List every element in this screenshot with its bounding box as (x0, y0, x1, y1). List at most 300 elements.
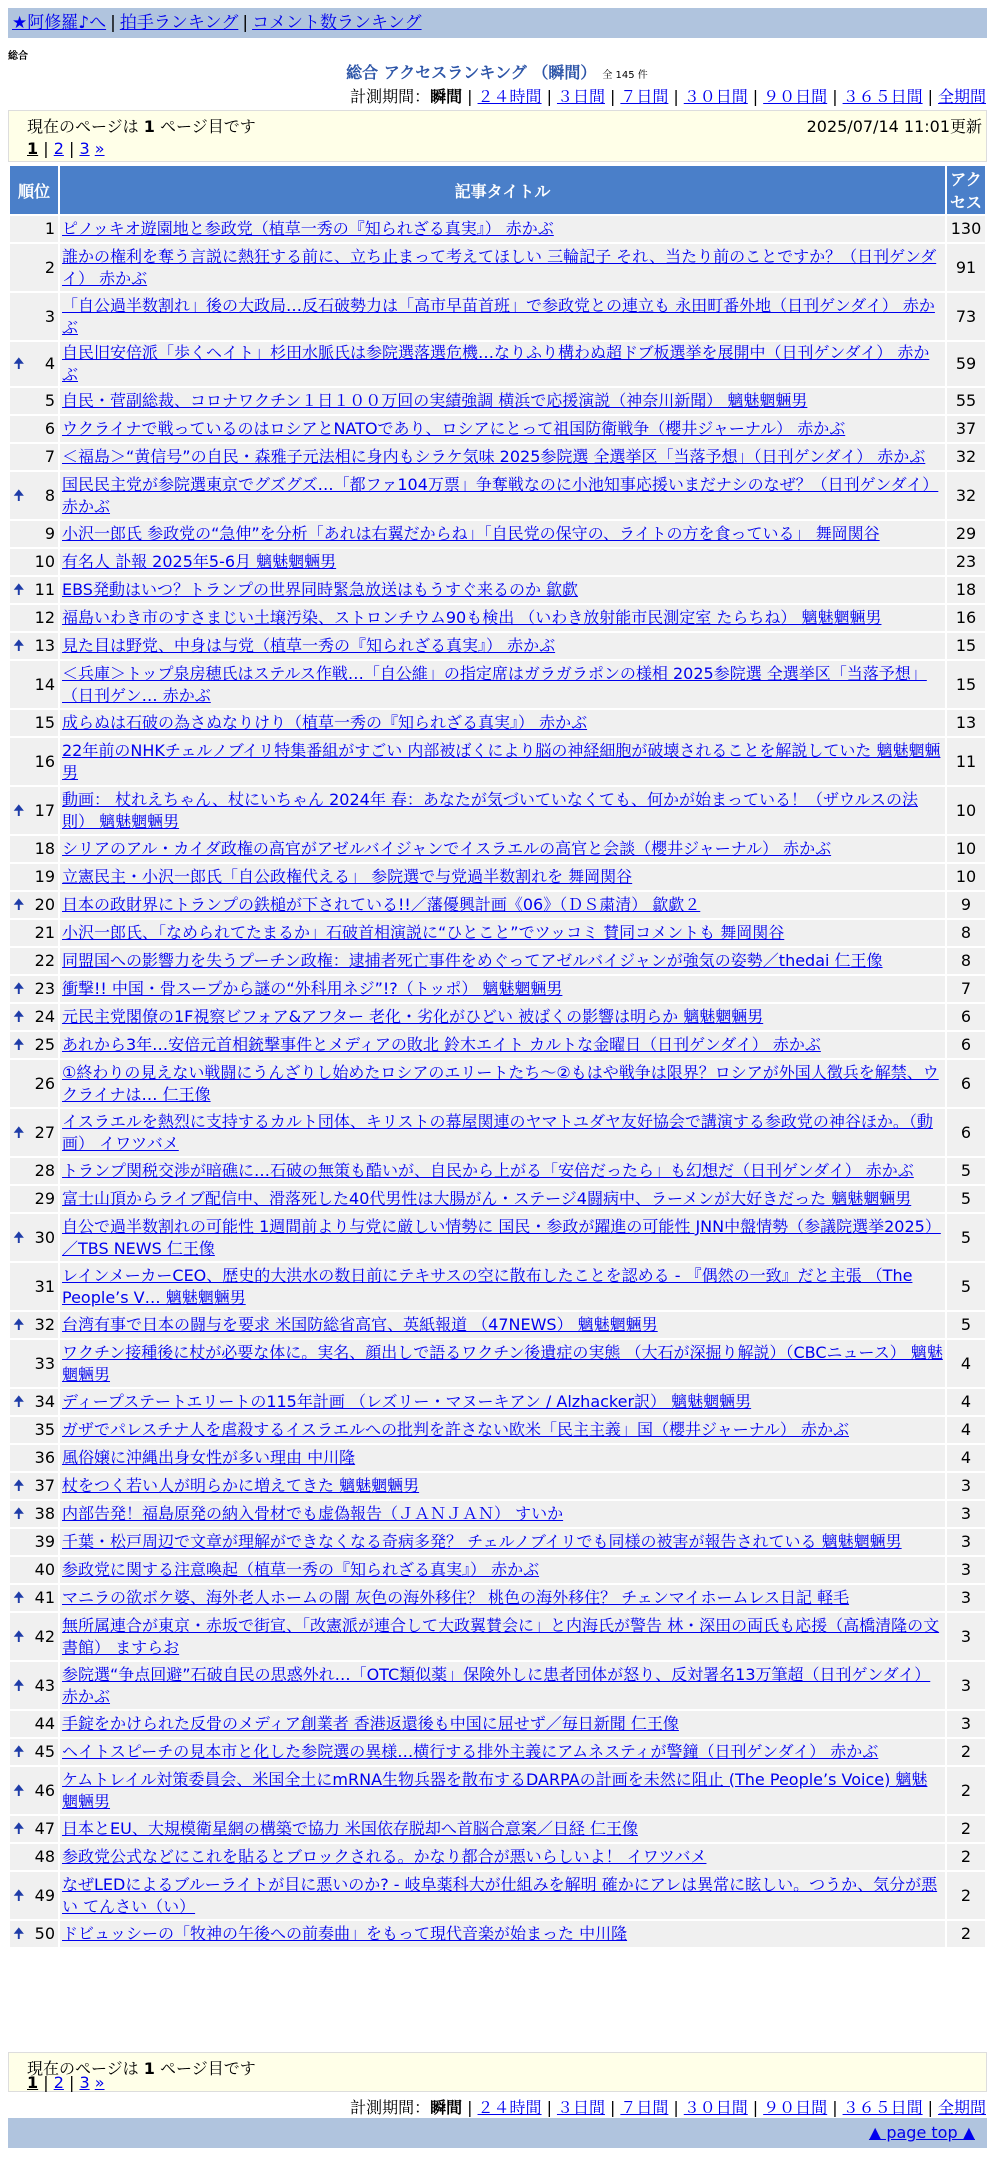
table-row (10, 472, 985, 519)
article-link[interactable]: 誰かの権利を奪う言説に熱狂する前に、立ち止まって考えてほしい 三輪記子 それ、当たり前のことですか？（日刊ゲンダイ） 赤かぶ (62, 246, 937, 288)
rank-up-icon: 🠉 (13, 1744, 25, 1760)
rank-up-icon: 🠉 (13, 1394, 25, 1410)
rank-cell (10, 1921, 58, 1947)
article-link[interactable]: 自民・菅副総裁、コロナワクチン１日１００万回の実績強調 横浜で応援演説（神奈川新聞） 魑魅魍魎男 (62, 391, 808, 410)
access-count: 3 (947, 1711, 985, 1737)
access-count: 3 (947, 1473, 985, 1499)
rank-number: 45 (34, 1742, 55, 1761)
table-row (10, 864, 985, 890)
table-row (10, 710, 985, 736)
access-count: 6 (947, 1109, 985, 1156)
article-link[interactable]: 日本の政財界にトランプの鉄槌が下されている!!／藩優興計画《06》（ＤＳ粛清） 歙歔２ (62, 895, 701, 914)
title-cell (60, 1060, 945, 1107)
table-row (10, 633, 985, 659)
rank-up-icon: 🠉 (13, 1677, 25, 1694)
rank-number: 47 (34, 1819, 55, 1838)
current-page: 1 (27, 139, 39, 158)
rank-cell (10, 710, 58, 736)
title-cell (60, 892, 945, 918)
access-count: 73 (947, 293, 985, 340)
access-count: 6 (947, 1032, 985, 1058)
title-cell (60, 388, 945, 414)
period-link[interactable]: ３日間 (556, 2098, 605, 2117)
period-separator: | (609, 87, 616, 106)
access-count: 2 (947, 1739, 985, 1765)
rank-number: 27 (34, 1122, 55, 1142)
access-count: 32 (947, 444, 985, 470)
table-row (10, 1711, 985, 1737)
title-cell (60, 1767, 945, 1814)
rank-number: 1 (44, 219, 55, 238)
title-cell (60, 836, 945, 862)
title-cell (60, 342, 945, 386)
title-cell (60, 1417, 945, 1443)
access-count: 10 (947, 787, 985, 834)
access-count: 15 (947, 661, 985, 708)
rank-cell (10, 1739, 58, 1765)
page-link[interactable]: 2 (53, 139, 64, 158)
access-count: 3 (947, 1557, 985, 1583)
rank-number: 16 (34, 751, 55, 771)
article-link[interactable]: ヘイトスピーチの見本市と化した参院選の異様…横行する排外主義にアムネスティが警鐘（日刊ゲンダイ） 赤かぶ (62, 1742, 879, 1761)
article-link[interactable]: 手錠をかけられた反骨のメディア創業者 香港返還後も中国に屈せず／毎日新聞 仁王像 (62, 1714, 679, 1733)
rank-number: 50 (34, 1924, 55, 1943)
period-separator: | (673, 2098, 679, 2117)
title-cell (60, 577, 945, 603)
rank-cell (10, 472, 58, 519)
title-cell (60, 1473, 945, 1499)
title-cell (60, 244, 945, 291)
rank-number: 26 (34, 1073, 55, 1093)
title-cell (60, 1109, 945, 1156)
table-row (10, 1186, 985, 1212)
table-row (10, 1767, 985, 1814)
rank-number: 30 (34, 1227, 55, 1247)
page-link[interactable]: 2 (53, 2073, 64, 2092)
access-count: 4 (947, 1445, 985, 1471)
title-cell (60, 1529, 945, 1555)
rank-number: 22 (34, 951, 55, 970)
table-row (10, 1739, 985, 1765)
title-cell (60, 1004, 945, 1030)
title-cell (60, 1389, 945, 1415)
period-separator: | (752, 2098, 759, 2117)
rank-number: 39 (34, 1532, 55, 1551)
article-link[interactable]: 見た目は野党、中身は与党（植草一秀の『知られざる真実』） 赤かぶ (62, 636, 556, 655)
article-link[interactable]: 参院選“争点回避”石破自民の思惑外れ…「OTC類似薬」保険外しに患者団体が怒り、反対署名13万筆超（日刊ゲンダイ） 赤かぶ (62, 1664, 931, 1706)
table-row (10, 1158, 985, 1184)
table-row (10, 1417, 985, 1443)
next-page-link[interactable]: » (94, 2073, 105, 2092)
ranking-table (8, 164, 987, 1949)
period-selector-bottom (350, 2095, 986, 2118)
title-cell (60, 710, 945, 736)
rank-up-icon: 🠉 (13, 487, 25, 504)
table-row (10, 1004, 985, 1030)
rank-cell (10, 1473, 58, 1499)
title-cell (60, 1816, 945, 1842)
table-row (10, 948, 985, 974)
rank-up-icon: 🠉 (13, 1124, 25, 1141)
article-link[interactable]: 動画： 杖れえちゃん、杖にいちゃん 2024年 春：あなたが気づいていなくても、何かが始まっている！（ザウルスの法則） 魑魅魍魎男 (62, 789, 918, 831)
rank-cell (10, 836, 58, 862)
home-link[interactable]: ★阿修羅♪へ (12, 13, 107, 33)
table-row (10, 1473, 985, 1499)
access-count: 10 (947, 836, 985, 862)
rank-number: 2 (44, 257, 55, 277)
period-selector-top (350, 84, 986, 107)
table-row (10, 1501, 985, 1527)
rank-cell (10, 864, 58, 890)
article-link[interactable]: ①終わりの見えない戦闘にうんざりし始めたロシアのエリートたち〜②もはや戦争は限界？ロシアが外国人徴兵を解禁、ウクライナは… 仁王像 (62, 1062, 939, 1104)
access-count: 13 (947, 710, 985, 736)
access-count: 2 (947, 1844, 985, 1870)
title-cell (60, 605, 945, 631)
access-count: 3 (947, 1501, 985, 1527)
rank-up-icon: 🠉 (13, 1317, 25, 1333)
article-link[interactable]: マニラの欲ボケ婆、海外老人ホームの闇 灰色の海外移住？ 桃色の海外移住？ チェンマイホームレス日記 軽毛 (62, 1588, 850, 1607)
table-row (10, 1032, 985, 1058)
access-count: 5 (947, 1312, 985, 1338)
article-link[interactable]: 参政党に関する注意喚起（植草一秀の『知られざる真実』） 赤かぶ (62, 1560, 540, 1579)
rank-number: 34 (34, 1392, 55, 1411)
table-row (10, 920, 985, 946)
period-link[interactable]: ３日間 (556, 87, 605, 106)
rank-up-icon: 🠉 (13, 1887, 25, 1904)
article-link[interactable]: 衝撃!! 中国・骨スープから謎の“外科用ネジ”!?（トッポ） 魑魅魍魎男 (62, 979, 563, 998)
article-link[interactable]: 同盟国への影響力を失うプーチン政権：逮捕者死亡事件をめぐってアゼルバイジャンが強気の姿勢／thedai 仁王像 (62, 951, 883, 970)
access-count: 6 (947, 1004, 985, 1030)
rank-cell (10, 521, 58, 547)
rank-number: 40 (34, 1560, 55, 1579)
rank-number: 8 (44, 485, 55, 505)
page-top-link[interactable]: ▲ page top ▲ (868, 2123, 975, 2142)
table-row (10, 1109, 985, 1156)
rank-cell (10, 1004, 58, 1030)
rank-up-icon: 🠉 (13, 1229, 25, 1246)
article-link[interactable]: 福島いわき市のすさまじい土壌汚染、ストロンチウム90も検出 （いわき放射能市民測定室 たらちね） 魑魅魍魎男 (62, 608, 882, 627)
article-link[interactable]: トランプ関税交渉が暗礁に…石破の無策も酷いが、自民から上がる「安倍だったら」も幻想だ（日刊ゲンダイ） 赤かぶ (62, 1161, 914, 1180)
table-row (10, 444, 985, 470)
title-cell (60, 864, 945, 890)
rank-number: 21 (34, 923, 55, 942)
article-link[interactable]: 富士山頂からライブ配信中、滑落死した40代男性は大腸がん・ステージ4闘病中、ラーメンが大好きだった 魑魅魍魎男 (62, 1189, 912, 1208)
period-link[interactable]: ３０日間 (683, 87, 748, 106)
category-label: 総合 (8, 51, 28, 62)
clap-ranking-link[interactable]: 拍手ランキング (119, 13, 239, 33)
rank-up-icon: 🠉 (13, 1037, 25, 1053)
article-link[interactable]: ウクライナで戦っているのはロシアとNATOであり、ロシアにとって祖国防衛戦争（櫻井ジャーナル） 赤かぶ (62, 419, 846, 438)
period-separator: | (927, 87, 933, 106)
access-count: 2 (947, 1767, 985, 1814)
article-link[interactable]: 成らぬは石破の為さぬなりけり（植草一秀の『知られざる真実』） 赤かぶ (62, 713, 588, 732)
page-link[interactable]: 3 (79, 139, 90, 158)
table-row (10, 892, 985, 918)
pager-top (8, 110, 987, 162)
access-count: 16 (947, 605, 985, 631)
rank-cell (10, 920, 58, 946)
rank-up-icon: 🠉 (13, 1009, 25, 1025)
article-link[interactable]: ケムトレイル対策委員会、米国全土にmRNA生物兵器を散布するDARPAの計画を未然に阻止 (The People’s Voice) 魑魅魍魎男 (62, 1769, 928, 1811)
rank-number: 32 (34, 1315, 55, 1334)
title-cell (60, 633, 945, 659)
access-count: 4 (947, 1389, 985, 1415)
rank-number: 13 (34, 636, 55, 655)
rank-number: 3 (44, 306, 55, 326)
article-link[interactable]: 立憲民主・小沢一郎氏「自公政権代える」 参院選で与党過半数割れを 舞岡関谷 (62, 867, 633, 886)
rank-cell (10, 892, 58, 918)
table-row (10, 976, 985, 1002)
title-cell (60, 1662, 945, 1709)
top-navigation-bar (8, 8, 987, 38)
period-separator: | (609, 2098, 616, 2117)
access-count: 11 (947, 738, 985, 785)
article-link[interactable]: ＜福島＞“黄信号”の自民・森雅子元法相に身内もシラケ気味 2025参院選 全選挙区「当落予想」（日刊ゲンダイ） 赤かぶ (62, 447, 926, 466)
article-link[interactable]: EBS発動はいつ？トランプの世界同時緊急放送はもうすぐ来るのか 歙歔 (62, 580, 579, 599)
page-title (0, 60, 994, 83)
rank-cell (10, 1060, 58, 1107)
article-link[interactable]: 風俗嬢に沖縄出身女性が多い理由 中川隆 (62, 1448, 356, 1467)
title-cell (60, 216, 945, 242)
access-count: 3 (947, 1585, 985, 1611)
period-label: 計測期間： (350, 87, 431, 106)
rank-up-icon: 🠉 (13, 1782, 25, 1799)
access-count: 29 (947, 521, 985, 547)
rank-number: 28 (34, 1161, 55, 1180)
table-row (10, 521, 985, 547)
table-row (10, 1585, 985, 1611)
title-cell (60, 444, 945, 470)
article-link[interactable]: レインメーカーCEO、歴史的大洪水の数日前にテキサスの空に散布したことを認める - 『偶然の一致』だと主張 （The People’s V… 魑魅魍魎男 (62, 1265, 913, 1307)
article-link[interactable]: 有名人 訃報 2025年5-6月 魑魅魍魎男 (62, 552, 337, 571)
page-links: 1 | 2 | 3 » (27, 139, 105, 158)
access-count: 2 (947, 1816, 985, 1842)
rank-number: 38 (34, 1504, 55, 1523)
rank-cell (10, 388, 58, 414)
rank-number: 23 (34, 979, 55, 998)
table-row (10, 577, 985, 603)
access-count: 8 (947, 920, 985, 946)
rank-cell (10, 1263, 58, 1310)
title-cell (60, 1739, 945, 1765)
period-link[interactable]: ７日間 (620, 87, 669, 106)
access-count: 5 (947, 1158, 985, 1184)
article-link[interactable]: あれから3年…安倍元首相銃撃事件とメディアの敗北 鈴木エイト カルトな金曜日（日刊ゲンダイ） 赤かぶ (62, 1035, 821, 1054)
title-cell (60, 416, 945, 442)
rank-up-icon: 🠉 (13, 638, 25, 654)
rank-cell (10, 1032, 58, 1058)
title-cell (60, 1312, 945, 1338)
access-count: 4 (947, 1340, 985, 1387)
access-count: 2 (947, 1872, 985, 1919)
rank-number: 29 (34, 1189, 55, 1208)
access-count: 18 (947, 577, 985, 603)
rank-number: 4 (44, 354, 55, 373)
article-link[interactable]: 無所属連合が東京・赤坂で街宣、「改憲派が連合して大政翼賛会に」と内海氏が警告 林・深田の両氏も応援（高橋清隆の文書館） ますらお (62, 1615, 940, 1657)
rank-number: 20 (34, 895, 55, 914)
period-link[interactable]: ２４時間 (477, 2098, 542, 2117)
table-row (10, 244, 985, 291)
article-link[interactable]: シリアのアル・カイダ政権の高官がアゼルバイジャンでイスラエルの高官と会談（櫻井ジャーナル） 赤かぶ (62, 839, 832, 858)
article-link[interactable]: 国民民主党が参院選東京でグズグズ…「都ファ104万票」争奪戦なのに小池知事応援いまだナシのなぜ？（日刊ゲンダイ） 赤かぶ (62, 474, 939, 516)
rank-cell (10, 216, 58, 242)
rank-number: 37 (34, 1476, 55, 1495)
rank-number: 44 (34, 1714, 55, 1733)
page-title-text: 総合 アクセスランキング （瞬間） (346, 63, 597, 82)
title-cell (60, 1263, 945, 1310)
title-cell (60, 1711, 945, 1737)
rank-cell (10, 1389, 58, 1415)
period-link[interactable]: ９０日間 (763, 87, 828, 106)
article-link[interactable]: 参政党公式などにこれを貼るとブロックされる。かなり都合が悪いらしいよ！ イワツバメ (62, 1847, 707, 1866)
count-column-header: アクセス (947, 166, 985, 214)
comment-ranking-link[interactable]: コメント数ランキング (252, 13, 422, 33)
rank-number: 48 (34, 1847, 55, 1866)
rank-cell (10, 293, 58, 340)
table-row (10, 549, 985, 575)
rank-cell (10, 1417, 58, 1443)
rank-cell (10, 244, 58, 291)
table-row (10, 1613, 985, 1660)
article-link[interactable]: ディープステートエリートの115年計画 （レズリー・マヌーキアン / Alzhacker訳） 魑魅魍魎男 (62, 1392, 752, 1411)
access-count: 2 (947, 1921, 985, 1947)
title-cell (60, 549, 945, 575)
article-link[interactable]: ガザでパレスチナ人を虐殺するイスラエルへの批判を許さない欧米「民主主義」国（櫻井ジャーナル） 赤かぶ (62, 1420, 850, 1439)
rank-cell (10, 1613, 58, 1660)
table-row (10, 388, 985, 414)
article-link[interactable]: 日本とEU、大規模衛星網の構築で協力 米国依存脱却へ首脳合意案／日経 仁王像 (62, 1819, 638, 1838)
period-current: 瞬間 (430, 87, 463, 106)
title-cell (60, 1585, 945, 1611)
rank-cell (10, 1557, 58, 1583)
period-link[interactable]: ３０日間 (683, 2098, 748, 2117)
table-row (10, 1529, 985, 1555)
rank-up-icon: 🠉 (13, 1821, 25, 1837)
access-count: 3 (947, 1613, 985, 1660)
table-row (10, 738, 985, 785)
article-link[interactable]: 22年前のNHKチェルノブイリ特集番組がすごい 内部被ばくにより脳の神経細胞が破壊されることを解説していた 魑魅魍魎男 (62, 740, 941, 782)
pager-status: 現在のページは 1 ページ目です (27, 2059, 256, 2078)
period-label: 計測期間： (350, 2098, 431, 2117)
title-cell (60, 1214, 945, 1261)
table-row (10, 1921, 985, 1947)
rank-number: 9 (44, 524, 55, 543)
rank-up-icon: 🠉 (13, 1590, 25, 1606)
rank-cell (10, 1445, 58, 1471)
article-link[interactable]: 小沢一郎氏 参政党の“急伸”を分析「あれは右翼だからね」「自民党の保守の、ライトの方を食っている」 舞岡関谷 (62, 524, 880, 543)
period-link[interactable]: ７日間 (620, 2098, 669, 2117)
rank-cell (10, 661, 58, 708)
access-count: 3 (947, 1662, 985, 1709)
access-count: 9 (947, 892, 985, 918)
access-count: 7 (947, 976, 985, 1002)
period-link[interactable]: ３６５日間 (842, 87, 923, 106)
period-current: 瞬間 (430, 2098, 463, 2117)
rank-cell (10, 1501, 58, 1527)
table-row (10, 1214, 985, 1261)
access-count: 5 (947, 1186, 985, 1212)
article-link[interactable]: ドビュッシーの「牧神の午後への前奏曲」をもって現代音楽が始まった 中川隆 (62, 1924, 628, 1943)
article-link[interactable]: イスラエルを熱烈に支持するカルト団体、キリストの幕屋関連のヤマトユダヤ友好協会で講演する参政党の神谷ほか。（動画） イワツバメ (62, 1111, 933, 1153)
rank-cell (10, 1214, 58, 1261)
article-link[interactable]: 内部告発！福島原発の納入骨材でも虚偽報告（ＪＡＮＪＡＮ） すいか (62, 1504, 564, 1523)
rank-cell (10, 1816, 58, 1842)
rank-up-icon: 🠉 (13, 802, 25, 819)
article-link[interactable]: 小沢一郎氏、「なめられてたまるか」石破首相演説に“ひとこと”でツッコミ 賛同コメントも 舞岡関谷 (62, 923, 785, 942)
access-count: 130 (947, 216, 985, 242)
rank-number: 24 (34, 1007, 55, 1026)
rank-number: 33 (34, 1353, 55, 1373)
title-cell (60, 1872, 945, 1919)
rank-cell (10, 1340, 58, 1387)
access-count: 15 (947, 633, 985, 659)
table-row (10, 1060, 985, 1107)
rank-cell (10, 738, 58, 785)
period-link[interactable]: ２４時間 (477, 87, 542, 106)
current-page: 1 (27, 2073, 39, 2092)
rank-up-icon: 🠉 (13, 1506, 25, 1522)
rank-cell (10, 1767, 58, 1814)
article-link[interactable]: ピノッキオ遊園地と参政党（植草一秀の『知られざる真実』） 赤かぶ (62, 219, 554, 238)
title-cell (60, 521, 945, 547)
access-count: 91 (947, 244, 985, 291)
rank-number: 41 (34, 1588, 55, 1607)
rank-cell (10, 549, 58, 575)
period-link[interactable]: 全期間 (937, 87, 986, 106)
title-cell (60, 1158, 945, 1184)
article-link[interactable]: 自民旧安倍派「歩くヘイト」杉田水脈氏は参院選落選危機…なりふり構わぬ超ドブ板選挙を展開中（日刊ゲンダイ） 赤かぶ (62, 343, 930, 384)
rank-cell (10, 342, 58, 386)
period-link[interactable]: ９０日間 (763, 2098, 828, 2117)
title-cell (60, 738, 945, 785)
page-links: 1 | 2 | 3 » (27, 2073, 105, 2092)
article-link[interactable]: ＜兵庫＞トップ泉房穂氏はステルス作戦…「自公維」の指定席はガラガラポンの様相 2025参院選 全選挙区「当落予想」（日刊ゲン… 赤かぶ (62, 663, 927, 705)
title-cell (60, 1186, 945, 1212)
article-link[interactable]: 「自公過半数割れ」後の大政局…反石破勢力は「高市早苗首班」で参政党との連立も 永田町番外地（日刊ゲンダイ） 赤かぶ (62, 295, 935, 337)
period-separator: | (752, 87, 759, 106)
article-link[interactable]: ワクチン接種後に杖が必要な体に。実名、顔出しで語るワクチン後遺症の実態 （大石が深掘り解説）（CBCニュース） 魑魅魍魎男 (62, 1342, 943, 1384)
nav-separator: | (242, 13, 249, 33)
article-link[interactable]: なぜLEDによるブルーライトが目に悪いのか? - 岐阜薬科大が仕組みを解明 確かにアレは異常に眩しい。つうか、気分が悪い てんさい（い） (62, 1874, 938, 1916)
table-row (10, 1844, 985, 1870)
period-separator: | (832, 87, 838, 106)
next-page-link[interactable]: » (94, 139, 105, 158)
access-count: 10 (947, 864, 985, 890)
article-link[interactable]: 杖をつく若い人が明らかに増えてきた 魑魅魍魎男 (62, 1476, 420, 1495)
table-row (10, 416, 985, 442)
period-link[interactable]: 全期間 (937, 2098, 986, 2117)
title-cell (60, 1613, 945, 1660)
article-link[interactable]: 自公で過半数割れの可能性 1週間前より与党に厳しい情勢に 国民・参政が躍進の可能性 JNN中盤情勢（参議院選挙2025）／TBS NEWS 仁王像 (62, 1216, 941, 1258)
access-count: 3 (947, 1529, 985, 1555)
rank-number: 36 (34, 1448, 55, 1467)
rank-cell (10, 1529, 58, 1555)
period-separator: | (832, 2098, 838, 2117)
article-link[interactable]: 元民主党閣僚の1F視察ビフォア&アフター 老化・劣化がひどい 被ばくの影響は明らか 魑魅魍魎男 (62, 1007, 764, 1026)
period-separator: | (467, 87, 473, 106)
rank-number: 11 (34, 580, 55, 599)
table-row (10, 1312, 985, 1338)
title-cell (60, 1844, 945, 1870)
table-row (10, 293, 985, 340)
page-link[interactable]: 3 (79, 2073, 90, 2092)
article-link[interactable]: 千葉・松戸周辺で文章が理解ができなくなる奇病多発？ チェルノブイリでも同様の被害が報告されている 魑魅魍魎男 (62, 1532, 902, 1551)
rank-number: 35 (34, 1420, 55, 1439)
rank-number: 43 (34, 1675, 55, 1695)
rank-cell (10, 1585, 58, 1611)
period-link[interactable]: ３６５日間 (842, 2098, 923, 2117)
article-link[interactable]: 台湾有事で日本の闘与を要求 米国防総省高官、英紙報道 （47NEWS） 魑魅魍魎男 (62, 1315, 658, 1334)
